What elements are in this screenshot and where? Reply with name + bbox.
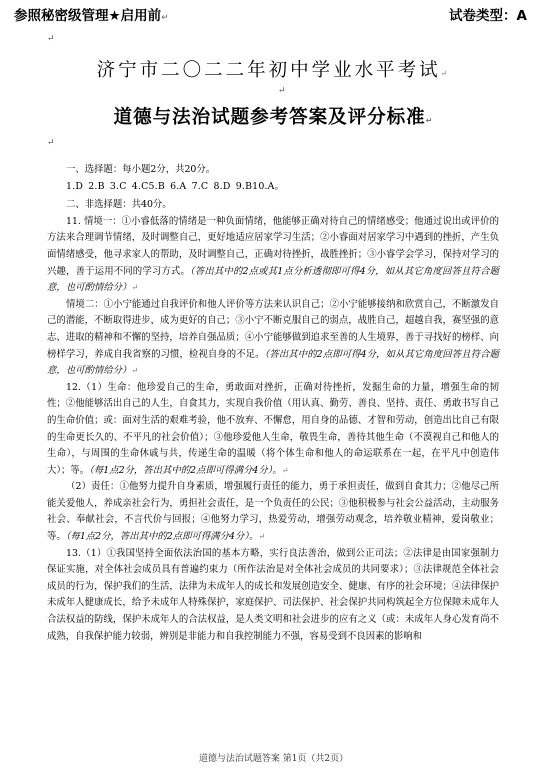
answer-paragraph: 13.（1）①我国坚持全面依法治国的基本方略，实行良法善治，做到公正司法；②法律是由国家强制力保证实施，对全体社会成员具有普遍约束力（所作法治是对全体社会成员的共同要求）；③法律规范全体社会成员的行为，保护我们的生活，法律为未成年人的成长和发展创造安全、健康、有序的社会环境；④法律保护未成年人健康成长，给予未成年人特殊保护，家庭保护、司法保护、社会保护共同构筑起全方位保障未成年人合法权益的防线，保护未成年人的合法权益，是人类文明和社会进步的应有之义（或：未成年人身心发育尚不成熟，自我保护能力较弱，辨别是非能力和自我控制能力不强，容易受到不良因素的影响和 xyxy=(47,547,499,642)
page-footer: 道德与法治试题答案 第1页（共2页） xyxy=(198,754,349,764)
section-heading: 二、非选择题：共40分。 xyxy=(66,199,172,211)
answer-paragraph: 12.（1）生命：他珍爱自己的生命，勇敢面对挫折，正确对待挫折，发掘生命的力量，增强生命的韧性；②他能够活出自己的人生，自食其力，实现自我价值（用认真、勤劳、善良、坚持、责任、勇敢书写自己的生命价值；或：面对生活的艰难考验，他不放弃、不懈怠，用自身的品德、才智和劳动，创造出比自己有限的生命更长久的、不平凡的社会价值）；③他珍爱他人生命，敬畏生命，善待其他生命（不漠视自己和他人的生命），与周围的生命休戚与共，传递生命的温暖（将个体生命和他人的命运联系在一起，在平凡中创造伟大）；等。（每1点2分，答出其中的2点即可得满分4分）。↵ xyxy=(47,381,499,476)
answer-paragraph: 11. 情境一：①小睿低落的情绪是一种负面情绪，他能够正确对待自己的情绪感受；他通过说出或评价的方法来合理调节情绪，及时调整自己，更好地适应居家学习生活；②小睿面对居家学习中遇到的挫折，产生负面情绪感受，他寻求家人的帮助，及时调整自己，正确对待挫折，战胜挫折；③小睿学会学习，保持对学习的兴趣，善于运用不同的学习方式。（答出其中的2点或其1点分析透彻即可得4分，如从其它角度回答且符合题意，也可酌情给分）↵ xyxy=(47,215,499,294)
paper-type-label: 试卷类型：A xyxy=(449,8,527,24)
paragraph-mark-icon: ↵ xyxy=(47,34,55,44)
answer-body xyxy=(47,160,499,645)
section-heading: 一、选择题：每小题2分，共20分。 xyxy=(66,164,216,175)
exam-title: 济宁市二〇二二年初中学业水平考试↵ xyxy=(96,60,451,81)
answer-paragraph: （2）责任：①他努力提升自身素质，增强履行责任的能力，勇于承担责任，做到自食其力；②他尽己所能关爱他人，养成亲社会行为，勇担社会责任，是一个负责任的公民；③他积极参与社会公益活动，主动服务社会、奉献社会，不言代价与回报；④他努力学习，热爱劳动，增强劳动观念，培养敬业精神，爱岗敬业；等。（每1点2分，答出其中的2点即可得满分4分）。↵ xyxy=(47,481,499,543)
document-title: 道德与法治试题参考答案及评分标准↵ xyxy=(113,107,434,128)
answer-paragraph: 情境二：①小宁能通过自我评价和他人评价等方法来认识自己；②小宁能够接纳和欣赏自己，不断激发自己的潜能，不断取得进步，成为更好的自己；③小宁不断克服自己的弱点，战胜自己，超越自我，赛坚强的意志、进取的精神和不懈的坚持，培养自强品质；④小宁能够做到追求至善的人生境界，善于寻找好的榜样、向榜样学习，养成自我省察的习惯，检视自身的不足。（答出其中的2点即可得4分，如从其它角度回答且符合题意，也可酌情给分）↵ xyxy=(47,298,499,377)
multiple-choice-answers: 1.D 2.B 3.C 4.C5.B 6.A 7.C 8.D 9.B10.A。 xyxy=(66,180,285,192)
paragraph-mark-icon: ↵ xyxy=(278,86,286,96)
confidentiality-header: 参照秘密级管理★启用前↵ xyxy=(14,8,169,24)
paragraph-mark-icon: ↵ xyxy=(47,138,55,148)
